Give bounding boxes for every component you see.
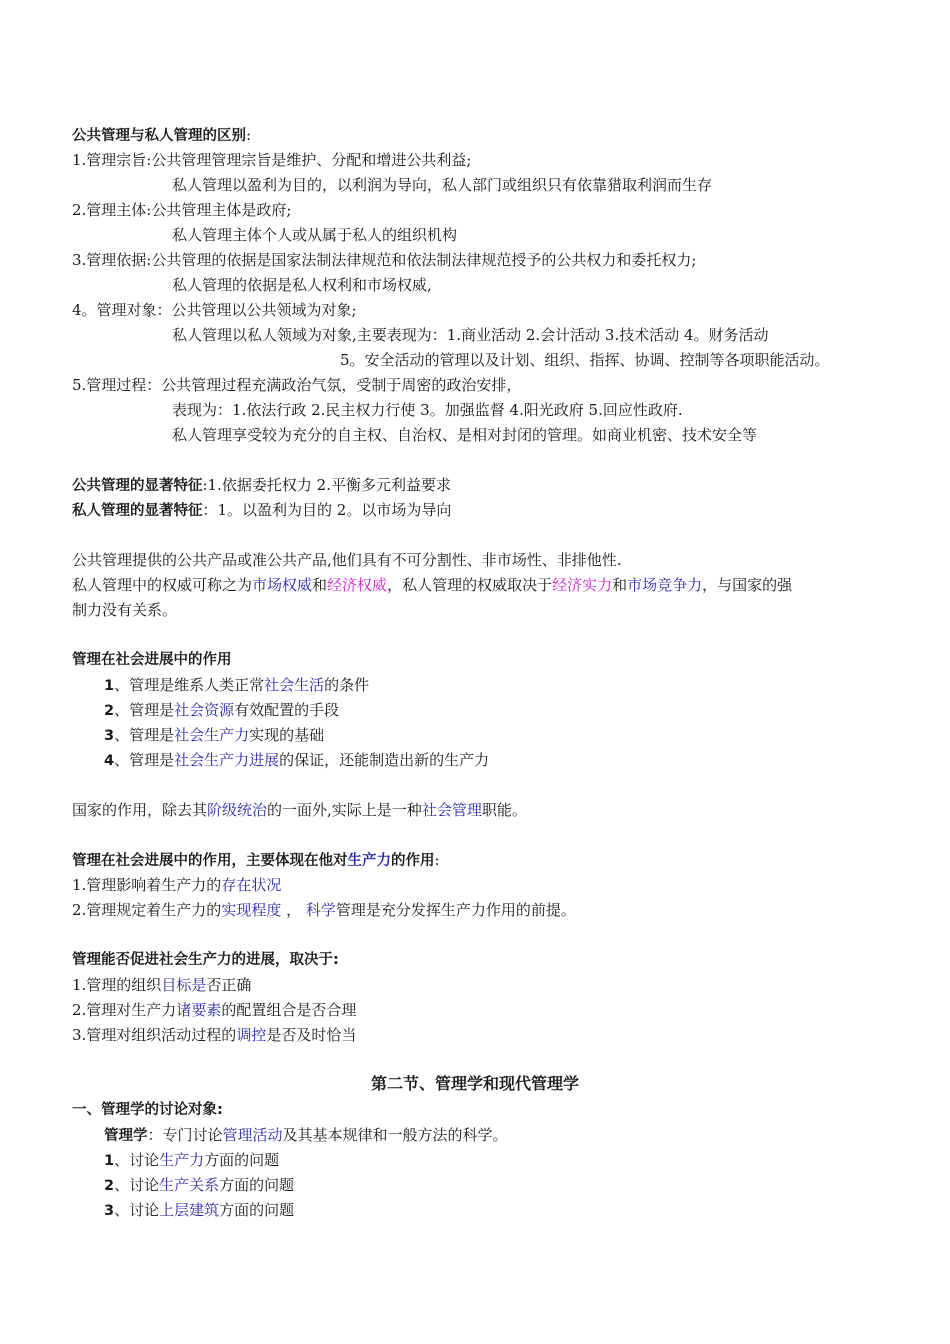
text-run: 否正确 [206, 976, 252, 994]
keyword: 调控 [236, 1026, 267, 1044]
paragraph-line [72, 898, 576, 923]
keyword: 社会生产力 [174, 726, 250, 744]
keyword: 科学 [305, 901, 336, 919]
paragraph-line: 5.管理过程：公共管理过程充满政治气氛，受制于周密的政治安排， [72, 376, 522, 394]
feature-heading: 私人管理的显著特征 [72, 503, 203, 519]
item-text: 、讨论 [114, 1151, 160, 1169]
list-item [104, 1198, 294, 1223]
section-heading-productivity [72, 848, 440, 873]
heading-text: 公共管理与私人管理的区别 [72, 128, 246, 144]
text-run: ，与国家的强 [702, 576, 793, 594]
keyword: 社会生活 [264, 676, 325, 694]
text-run: 2.管理规定着生产力的 [72, 901, 222, 919]
item-number: 2 [104, 1178, 115, 1194]
heading-colon: : [434, 851, 440, 869]
paragraph-line: 私人管理的依据是私人权利和市场权威, [172, 276, 432, 294]
keyword: 管理活动 [222, 1126, 283, 1144]
keyword: 存在状况 [221, 876, 282, 894]
list-item [104, 723, 324, 748]
text-run: 和 [612, 576, 628, 594]
item-text: 、管理是 [114, 701, 175, 719]
item-text: 的条件 [324, 676, 370, 694]
subsection-heading: 一、管理学的讨论对象: [72, 1102, 223, 1118]
text-run: 3.管理对组织活动过程的 [72, 1026, 237, 1044]
list-item [104, 748, 489, 773]
item-number: 3 [104, 1203, 115, 1219]
text-run: 1.管理影响着生产力的 [72, 876, 222, 894]
item-text: 方面的问题 [204, 1151, 280, 1169]
text-run: 和 [312, 576, 328, 594]
keyword: 生产关系 [159, 1176, 220, 1194]
keyword: 经济权威 [327, 576, 388, 594]
heading-colon: : [246, 126, 252, 144]
paragraph-line: 公共管理提供的公共产品或准公共产品,他们具有不可分割性、非市场性、非排他性. [72, 551, 622, 569]
section-heading-role: 管理在社会进展中的作用 [72, 652, 232, 668]
keyword: 实现程度 [221, 901, 282, 919]
keyword: 目标是 [161, 976, 207, 994]
item-text: 、讨论 [114, 1201, 160, 1219]
heading-text: 管理在社会进展中的作用，主要体现在他对 [72, 853, 348, 869]
paragraph-line: 3.管理依据:公共管理的依据是国家法制法律规范和依法制法律规范授予的公共权力和委托权力; [72, 251, 697, 269]
keyword: 社会资源 [174, 701, 235, 719]
item-text: 实现的基础 [249, 726, 325, 744]
paragraph-line: 私人管理以私人领域为对象,主要表现为：1.商业活动 2.会计活动 3.技术活动 4。财务活动 [172, 326, 769, 344]
keyword: 上层建筑 [159, 1201, 220, 1219]
keyword: 市场权威 [252, 576, 313, 594]
text-run: ：专门讨论 [147, 1126, 223, 1144]
paragraph-line [72, 573, 792, 598]
text-run: ， [281, 901, 306, 919]
text-run: 职能。 [481, 801, 527, 819]
text-run: 国家的作用，除去其 [72, 801, 208, 819]
paragraph-line: 私人管理主体个人或从属于私人的组织机构 [172, 226, 458, 244]
text-run: 2.管理对生产力 [72, 1001, 177, 1019]
paragraph-line [72, 873, 281, 898]
keyword: 诸要素 [176, 1001, 222, 1019]
item-text: 方面的问题 [219, 1201, 295, 1219]
paragraph-line [72, 798, 527, 823]
keyword: 生产力 [347, 853, 391, 869]
paragraph-line [72, 1023, 356, 1048]
keyword: 社会生产力进展 [174, 751, 280, 769]
feature-line-public [72, 473, 451, 498]
feature-line-private [72, 498, 451, 523]
paragraph-line [72, 973, 251, 998]
text-run: 是否及时恰当 [266, 1026, 357, 1044]
section-heading-differences [72, 123, 251, 148]
paragraph-line: 4。管理对象：公共管理以公共领域为对象; [72, 301, 357, 319]
text-run: 1.管理的组织 [72, 976, 162, 994]
keyword: 阶级统治 [207, 801, 268, 819]
item-number: 2 [104, 703, 115, 719]
item-text: 、讨论 [114, 1176, 160, 1194]
item-text: 、管理是 [114, 726, 175, 744]
keyword: 经济实力 [552, 576, 613, 594]
item-number: 4 [104, 753, 115, 769]
list-item [104, 698, 339, 723]
list-item [104, 673, 369, 698]
list-item [104, 1173, 294, 1198]
paragraph-line: 表现为：1.依法行政 2.民主权力行使 3。加强监督 4.阳光政府 5.回应性政府. [172, 401, 683, 419]
item-number: 3 [104, 728, 115, 744]
item-text: 、管理是 [114, 751, 175, 769]
feature-text: ：1。以盈利为目的 2。以市场为导向 [202, 501, 452, 519]
keyword: 社会管理 [421, 801, 482, 819]
keyword: 市场竞争力 [627, 576, 703, 594]
section-heading-depends: 管理能否促进社会生产力的进展，取决于: [72, 952, 339, 968]
item-number: 1 [104, 1153, 115, 1169]
term: 管理学 [104, 1128, 148, 1144]
item-text: 、管理是维系人类正常 [114, 676, 265, 694]
paragraph-line: 2.管理主体:公共管理主体是政府; [72, 201, 292, 219]
keyword: 生产力 [159, 1151, 205, 1169]
feature-heading: 公共管理的显著特征 [72, 478, 203, 494]
item-text: 方面的问题 [219, 1176, 295, 1194]
heading-text: 的作用 [391, 853, 435, 869]
paragraph-line [72, 998, 356, 1023]
item-text: 的保证，还能制造出新的生产力 [279, 751, 490, 769]
paragraph-line: 私人管理享受较为充分的自主权、自治权、是相对封闭的管理。如商业机密、技术安全等 [172, 426, 758, 444]
text-run: 及其基本规律和一般方法的科学。 [282, 1126, 508, 1144]
item-number: 1 [104, 678, 115, 694]
text-run: 管理是充分发挥生产力作用的前提。 [335, 901, 576, 919]
text-run: 私人管理中的权威可称之为 [72, 576, 253, 594]
paragraph-line: 制力没有关系。 [72, 601, 178, 619]
paragraph-line: 1.管理宗旨:公共管理管理宗旨是维护、分配和增进公共利益; [72, 151, 472, 169]
text-run: 的一面外,实际上是一种 [267, 801, 422, 819]
list-item [104, 1148, 279, 1173]
paragraph-line: 私人管理以盈利为目的，以利润为导向，私人部门或组织只有依靠猎取利润而生存 [172, 176, 713, 194]
text-run: 的配置组合是否合理 [221, 1001, 357, 1019]
item-text: 有效配置的手段 [234, 701, 340, 719]
section-title: 第二节、管理学和现代管理学 [370, 1074, 579, 1093]
definition-line [104, 1123, 508, 1148]
feature-text: :1.依据委托权力 2.平衡多元利益要求 [202, 476, 451, 494]
paragraph-line: 5。安全活动的管理以及计划、组织、指挥、协调、控制等各项职能活动。 [340, 351, 830, 369]
text-run: ，私人管理的权威取决于 [387, 576, 553, 594]
